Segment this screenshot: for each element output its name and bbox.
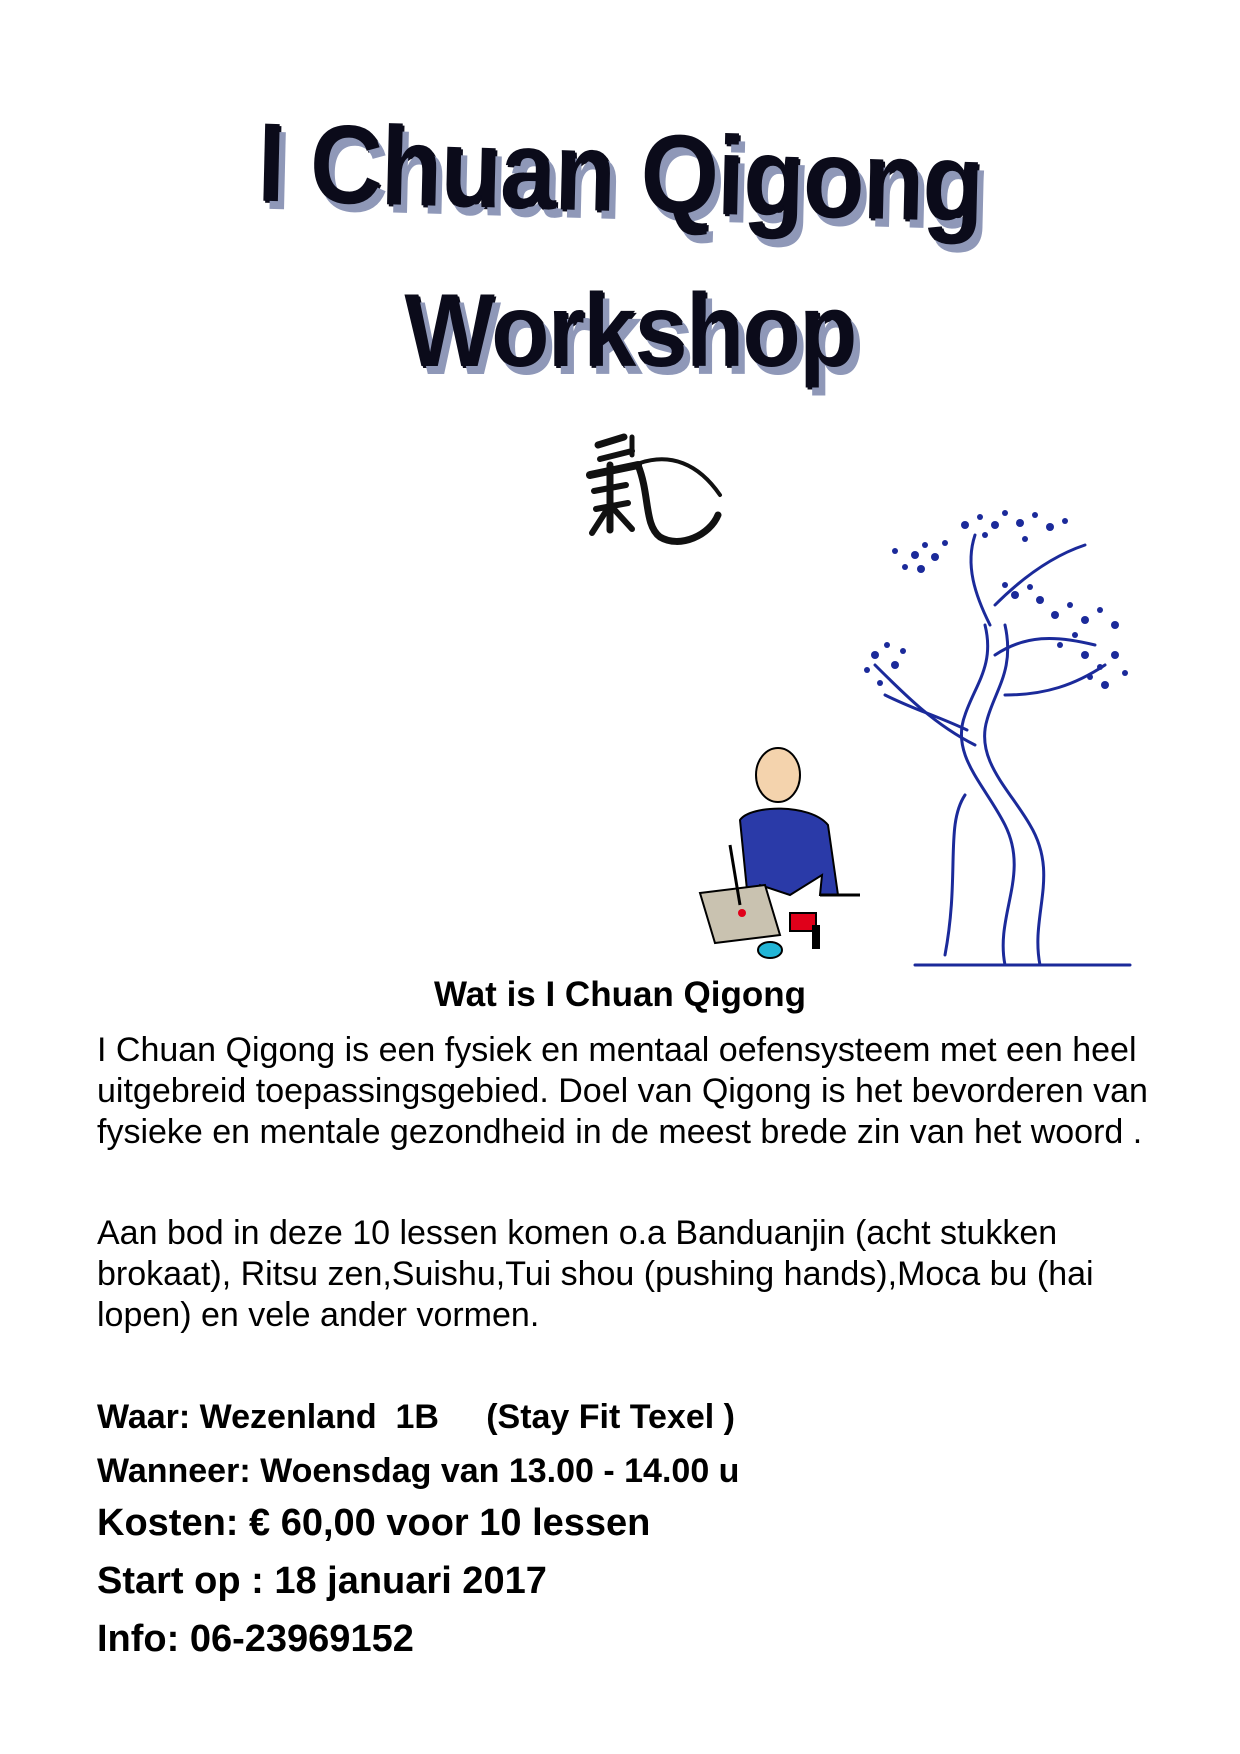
detail-start: Start op : 18 januari 2017 [97, 1560, 547, 1602]
detail-when: Wanneer: Woensdag van 13.00 - 14.00 u [97, 1452, 740, 1490]
title-line-1: I Chuan Qigong [256, 99, 984, 246]
detail-cost: Kosten: € 60,00 voor 10 lessen [97, 1502, 651, 1544]
intro-paragraph-2: Aan bod in deze 10 lessen komen o.a Banduanjin (acht stukken brokaat), Ritsu zen,Suishu,Tui shou (pushing hands),Moca bu (hai lopen) en vele ander vormen. [97, 1214, 1094, 1334]
calligrapher-monk-icon [670, 745, 870, 970]
intro-paragraph-1: I Chuan Qigong is een fysiek en mentaal oefensysteem met een heel uitgebreid toepassingsgebied. Doel van Qigong is het bevorderen van fysieke en mentale gezondheid in de meest brede zin van het woord . [97, 1031, 1148, 1151]
detail-info-phone: Info: 06-23969152 [97, 1618, 414, 1660]
title-line-2: Workshop [404, 273, 856, 389]
bonsai-tree-icon [855, 495, 1140, 975]
detail-where: Waar: Wezenland 1B (Stay Fit Texel ) [97, 1398, 735, 1436]
intro-heading: Wat is I Chuan Qigong [433, 975, 806, 1014]
qi-calligraphy-icon [580, 425, 730, 555]
